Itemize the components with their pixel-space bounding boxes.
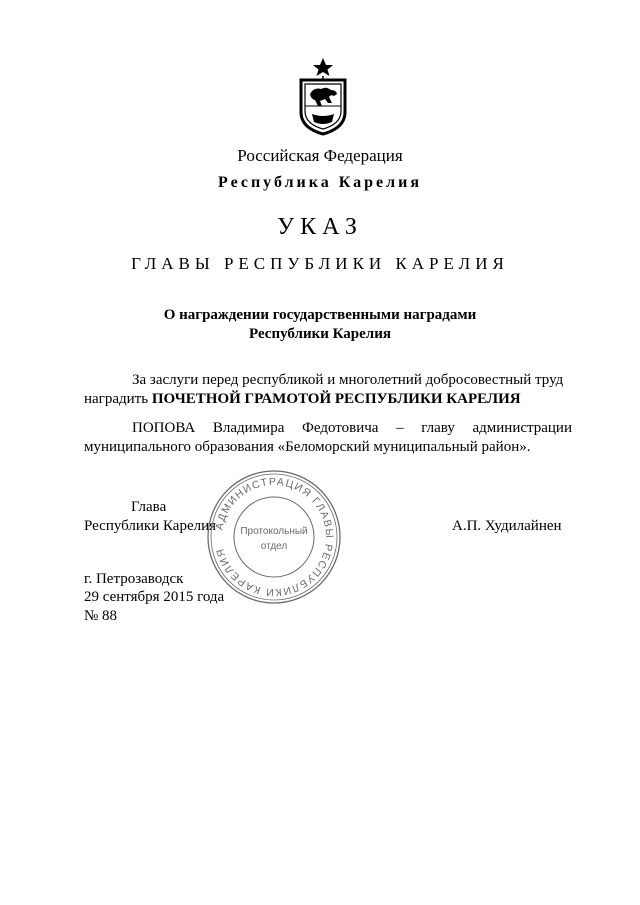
stamp-ring-text: АДМИНИСТРАЦИЯ ГЛАВЫ РЕСПУБЛИКИ КАРЕЛИЯ	[213, 475, 336, 599]
subject-line-1: О награждении государственными наградами	[163, 307, 477, 323]
document-issuer: ГЛАВЫ РЕСПУБЛИКИ КАРЕЛИЯ	[131, 254, 509, 273]
decree-subject	[0, 306, 640, 344]
subject-line-2: Республики Карелия	[249, 326, 391, 342]
signatory-name: А.П. Худилайнен	[452, 518, 562, 534]
paragraph-2-line-1: ПОПОВА Владимира Федотовича – главу администрации	[132, 420, 572, 436]
stamp-center-line-1: Протокольный	[240, 526, 308, 537]
official-stamp	[204, 467, 344, 607]
signatory-title-line-2: Республики Карелия	[84, 518, 217, 534]
paragraph-2-line-2: муниципального образования «Беломорский муниципальный район».	[84, 439, 531, 455]
issue-city: г. Петрозаводск	[84, 571, 184, 587]
stamp-center-line-2: отдел	[260, 541, 288, 552]
coat-of-arms-emblem	[296, 56, 350, 136]
paragraph-1-line-1: За заслуги перед республикой и многолетний добросовестный труд	[132, 372, 564, 388]
republic-name: Республика Карелия	[218, 174, 422, 191]
svg-text:АДМИНИСТРАЦИЯ ГЛАВЫ РЕСПУБЛИКИ	[213, 476, 335, 598]
award-lead: наградить	[84, 391, 149, 407]
paragraph-1-line-2	[84, 390, 572, 409]
award-name: ПОЧЕТНОЙ ГРАМОТОЙ РЕСПУБЛИКИ КАРЕЛИЯ	[151, 391, 521, 407]
signatory-title-line-1: Глава	[131, 499, 167, 515]
document-type: УКАЗ	[277, 214, 363, 240]
decree-number: № 88	[84, 608, 118, 624]
issue-date: 29 сентября 2015 года	[84, 589, 225, 605]
country-name: Российская Федерация	[237, 146, 403, 165]
star-icon	[313, 58, 333, 76]
paragraph-2	[84, 419, 572, 457]
